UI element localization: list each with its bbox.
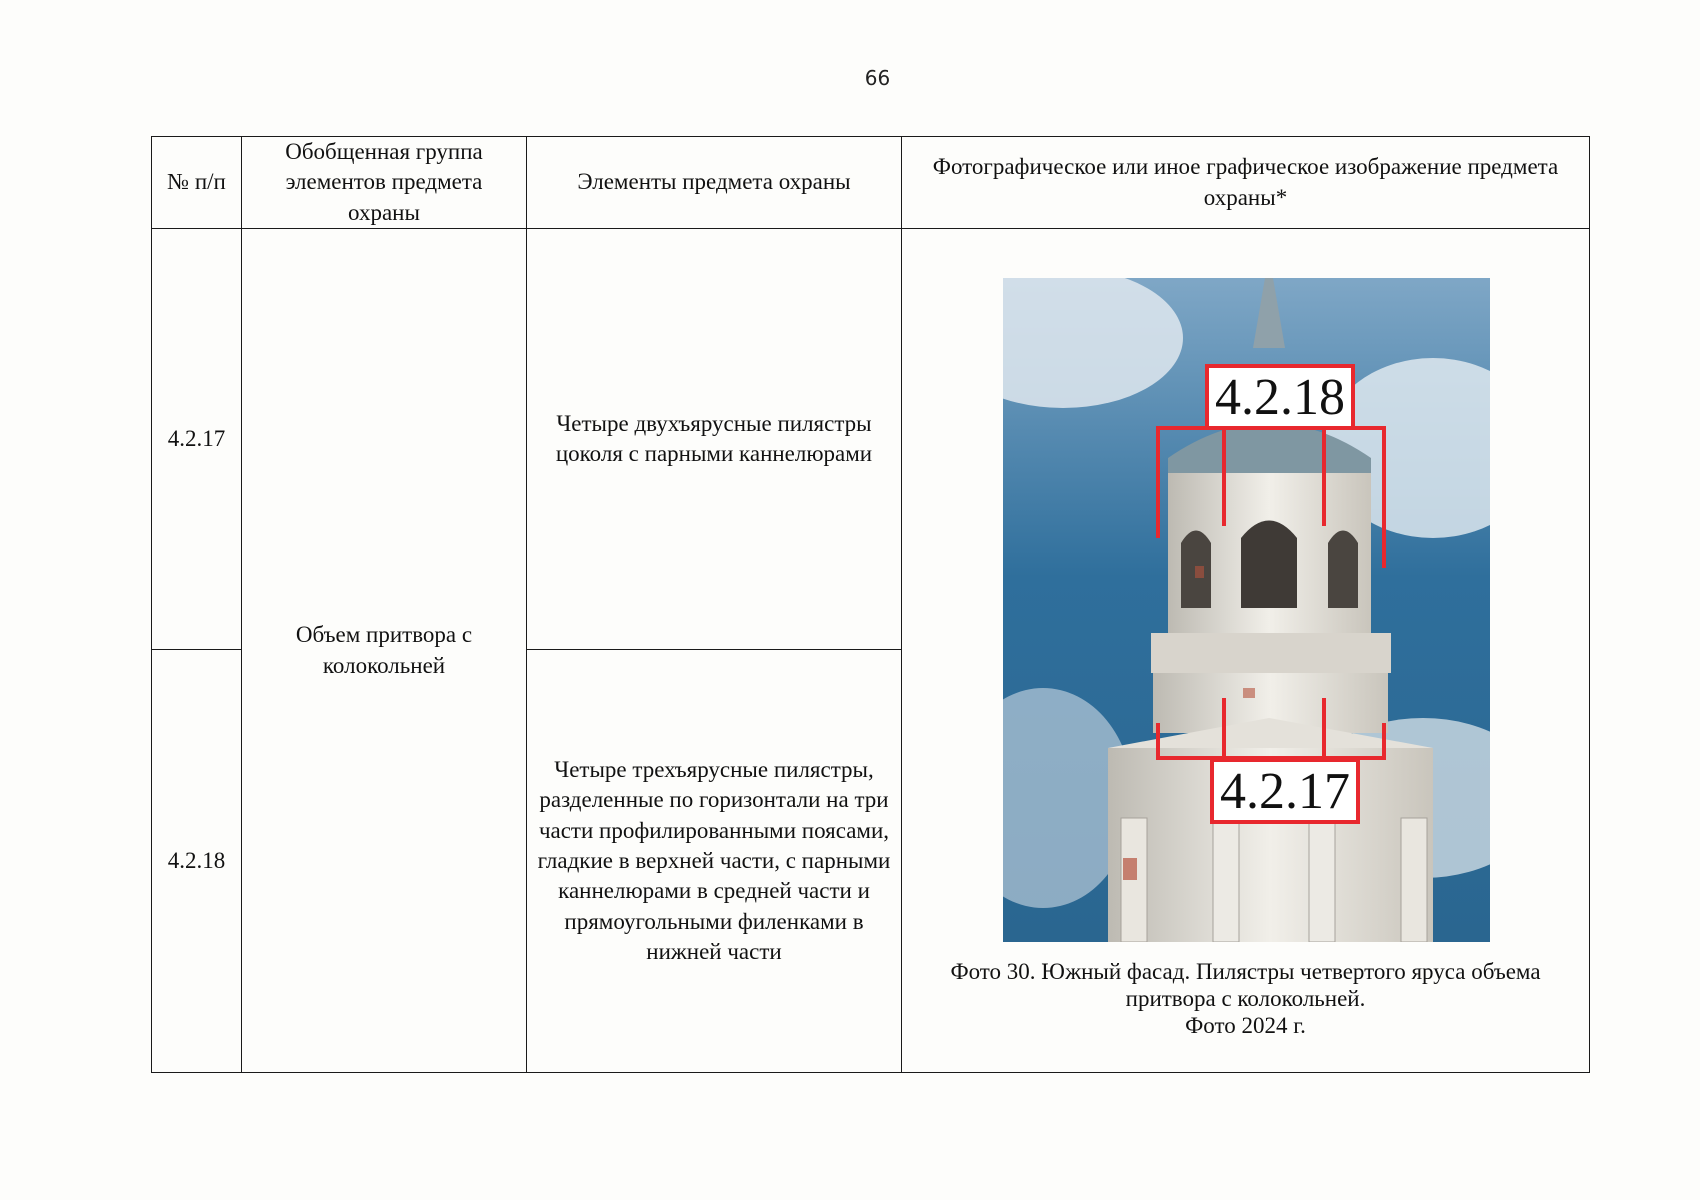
- element-text: Четыре трехъярусные пилястры, разделенные по горизонтали на три части профилированными поясами, гладкие в верхней части, с парными каннелюрами в средней части и прямоугольными филенками в нижней части: [537, 756, 891, 964]
- row-number: 4.2.18: [152, 650, 242, 1073]
- caption-line-1: Фото 30. Южный фасад. Пилястры четвертого яруса объема: [950, 959, 1541, 985]
- row-number: 4.2.17: [152, 229, 242, 650]
- header-group: Обобщенная группа элементов предмета охраны: [242, 137, 527, 229]
- caption-line-2: притвора с колокольней.: [1125, 986, 1366, 1012]
- group-value: Объем притвора с колокольней: [295, 622, 473, 678]
- element-cell: [527, 229, 902, 650]
- photo-figure: [902, 229, 1589, 1072]
- caption-line-3: Фото 2024 г.: [1185, 1013, 1306, 1039]
- bell-tower-photo: [1003, 278, 1490, 942]
- header-num: № п/п: [152, 137, 242, 229]
- element-text: Четыре двухъярусные пилястры цоколя с парными каннелюрами: [555, 410, 873, 467]
- table-row: [152, 229, 1590, 650]
- header-image: Фотографическое или иное графическое изображение предмета охраны*: [902, 137, 1590, 229]
- photo-caption: [902, 958, 1589, 1039]
- label-4-2-17: 4.2.17: [1210, 758, 1360, 824]
- element-cell: [527, 650, 902, 1073]
- photo-cell: [902, 229, 1590, 1073]
- label-4-2-18: 4.2.18: [1205, 364, 1355, 430]
- protection-table: [151, 136, 1590, 1073]
- page-number: 66: [864, 66, 891, 90]
- table-header-row: [152, 137, 1590, 229]
- header-elements: Элементы предмета охраны: [527, 137, 902, 229]
- group-cell: [242, 229, 527, 1073]
